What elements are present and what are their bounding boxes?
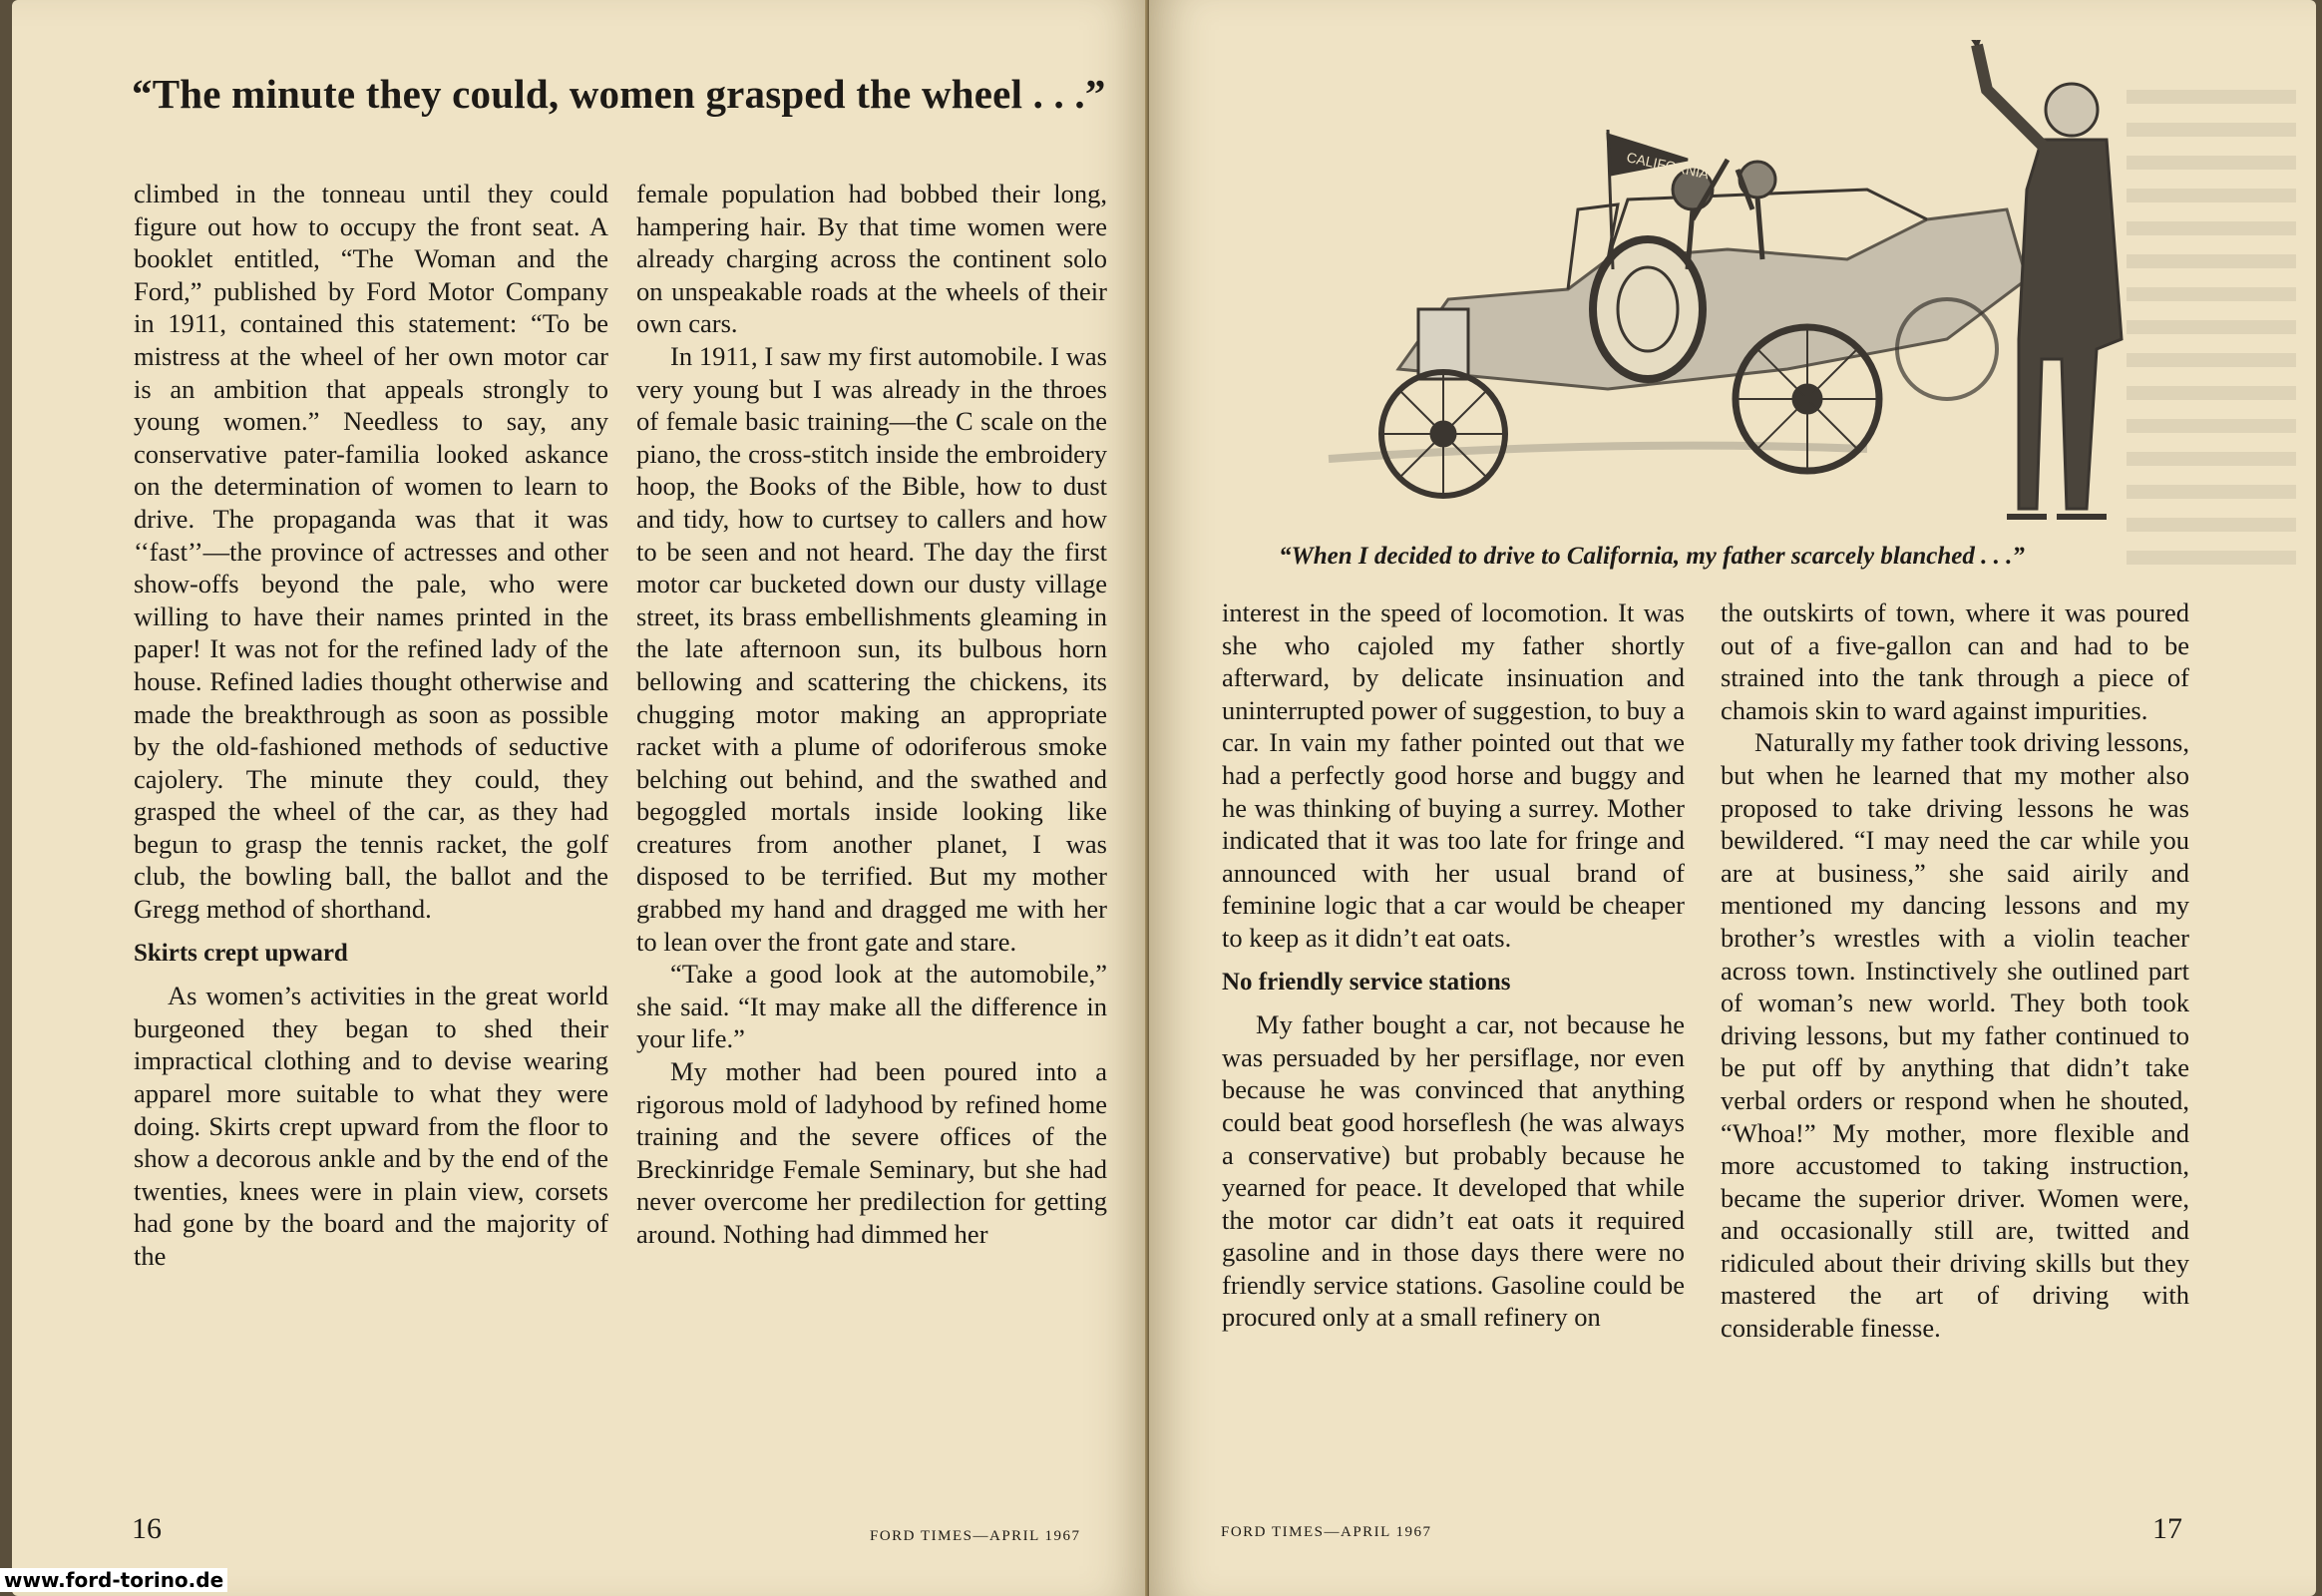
paragraph: climbed in the tonneau until they could figure out how to occupy the front seat. A booklet entitled, “The Woman and the Ford,” published by Ford Motor Company in 1911, contained this statement: “To be mistress at the wheel of her own motor car is an ambition that appeals strongly to young women.” Needless to say, any conservative pater-familia looked askance on the determination of women to learn to drive. The propaganda was that it was ‘‘fast’’—the province of actresses and other show-offs beyond the pale, who were willing to have their names printed in the paper! It was not for the refined lady of the house. Refined ladies thought otherwise and made the breakthrough as soon as possible by the old-fashioned methods of seductive cajolery. The minute they could, they grasped the wheel of the car, as they had begun to grasp the tennis racket, the golf club, the bowling ball, the ballot and the Gregg method of shorthand. (134, 179, 608, 925)
page-footer: FORD TIMES—APRIL 1967 (1221, 1524, 1432, 1540)
article-title: “The minute they could, women grasped the wheel . . .” (132, 71, 1106, 117)
right-column-1 (1222, 597, 1685, 1334)
left-page (12, 0, 1149, 1596)
paragraph: As women’s activities in the great world burgeoned they began to shed their impractical clothing and to devise wearing apparel more suitable to what they were doing. Skirts crept upward from the floor to show a decorous ankle and by the end of the twenties, knees were in plain view, corsets had gone by the board and the majority of the (134, 981, 608, 1271)
paragraph: female population had bobbed their long, hampering hair. By that time women were already charging across the continent solo on unspeakable roads at the wheels of their own cars. (636, 179, 1107, 339)
page-number: 16 (132, 1512, 162, 1545)
left-column-2 (636, 178, 1107, 1251)
right-column-2 (1721, 597, 2189, 1345)
paragraph: interest in the speed of locomotion. It was she who cajoled my father shortly afterward, by delicate insinuation and uninterrupted power of suggestion, to buy a car. In vain my father pointed out that we had a perfectly good horse and buggy and he was thinking of buying a surrey. Mother indicated that it was too late for fringe and announced with her usual brand of feminine logic that a car would be cheaper to keep as it didn’t eat oats. (1222, 598, 1685, 953)
section-heading: No friendly service stations (1222, 968, 1511, 996)
illustration-caption: “When I decided to drive to California, my father scarcely blanched . . .” (1279, 543, 2025, 570)
paragraph: My mother had been poured into a rigorous mold of ladyhood by refined home training and the severe offices of the Breckinridge Female Seminary, but she had never overcome her predilection for getting around. Nothing had dimmed her (636, 1056, 1107, 1249)
left-column-1 (134, 178, 608, 1273)
car-illustration (1309, 40, 2206, 539)
paragraph: In 1911, I saw my first automobile. I was very young but I was already in the throes of female basic training—the C scale on the piano, the cross-stitch inside the embroidery hoop, the Books of the Bible, how to dust and tidy, how to curtsey to callers and how to be seen and not heard. The day the first motor car bucketed down our dusty village street, its brass embellishments gleaming in the late afternoon sun, its bulbous horn bellowing and scattering the chickens, its chugging motor making an appropriate racket with a plume of odoriferous smoke belching out behind, and the swathed and begoggled mortals inside looking like creatures from another planet, I was disposed to be terrified. But my mother grabbed my hand and dragged me with her to lean over the front gate and stare. (636, 340, 1107, 957)
paragraph: My father bought a car, not because he was persuaded by her persiflage, nor even because he was convinced that anything could beat good horseflesh (he was always a conservative) but probably because he yearned for peace. It developed that while the motor car didn’t eat oats it required gasoline and in those days there were no friendly service stations. Gasoline could be procured only at a small refinery on (1222, 1009, 1685, 1333)
page-footer: FORD TIMES—APRIL 1967 (870, 1528, 1081, 1544)
pennant-label: CALIFORNIA (1625, 149, 1711, 183)
page-number: 17 (2152, 1512, 2182, 1545)
paragraph: “Take a good look at the automobile,” she said. “It may make all the difference in your life.” (636, 959, 1107, 1054)
paragraph: the outskirts of town, where it was poured out of a five-gallon can and had to be strained into the tank through a piece of chamois skin to ward against impurities. (1721, 598, 2189, 725)
section-heading: Skirts crept upward (134, 939, 348, 967)
right-page (1149, 0, 2316, 1596)
paragraph: Naturally my father took driving lessons, but when he learned that my mother also proposed to take driving lessons he was bewildered. “I may need the car while you are at business,” she said airily and mentioned my dancing lessons and my brother’s wrestles with a violin teacher across town. Instinctively she outlined part of woman’s new world. They both took driving lessons, but my father continued to be put off by anything that didn’t take verbal orders or respond when he shouted, “Whoa!” My mother, more flexible and more accustomed to taking instruction, became the superior driver. Women were, and occasionally still are, twitted and ridiculed about their driving skills but they mastered the art of driving with considerable finesse. (1721, 727, 2189, 1344)
watermark: www.ford-torino.de (0, 1568, 227, 1592)
